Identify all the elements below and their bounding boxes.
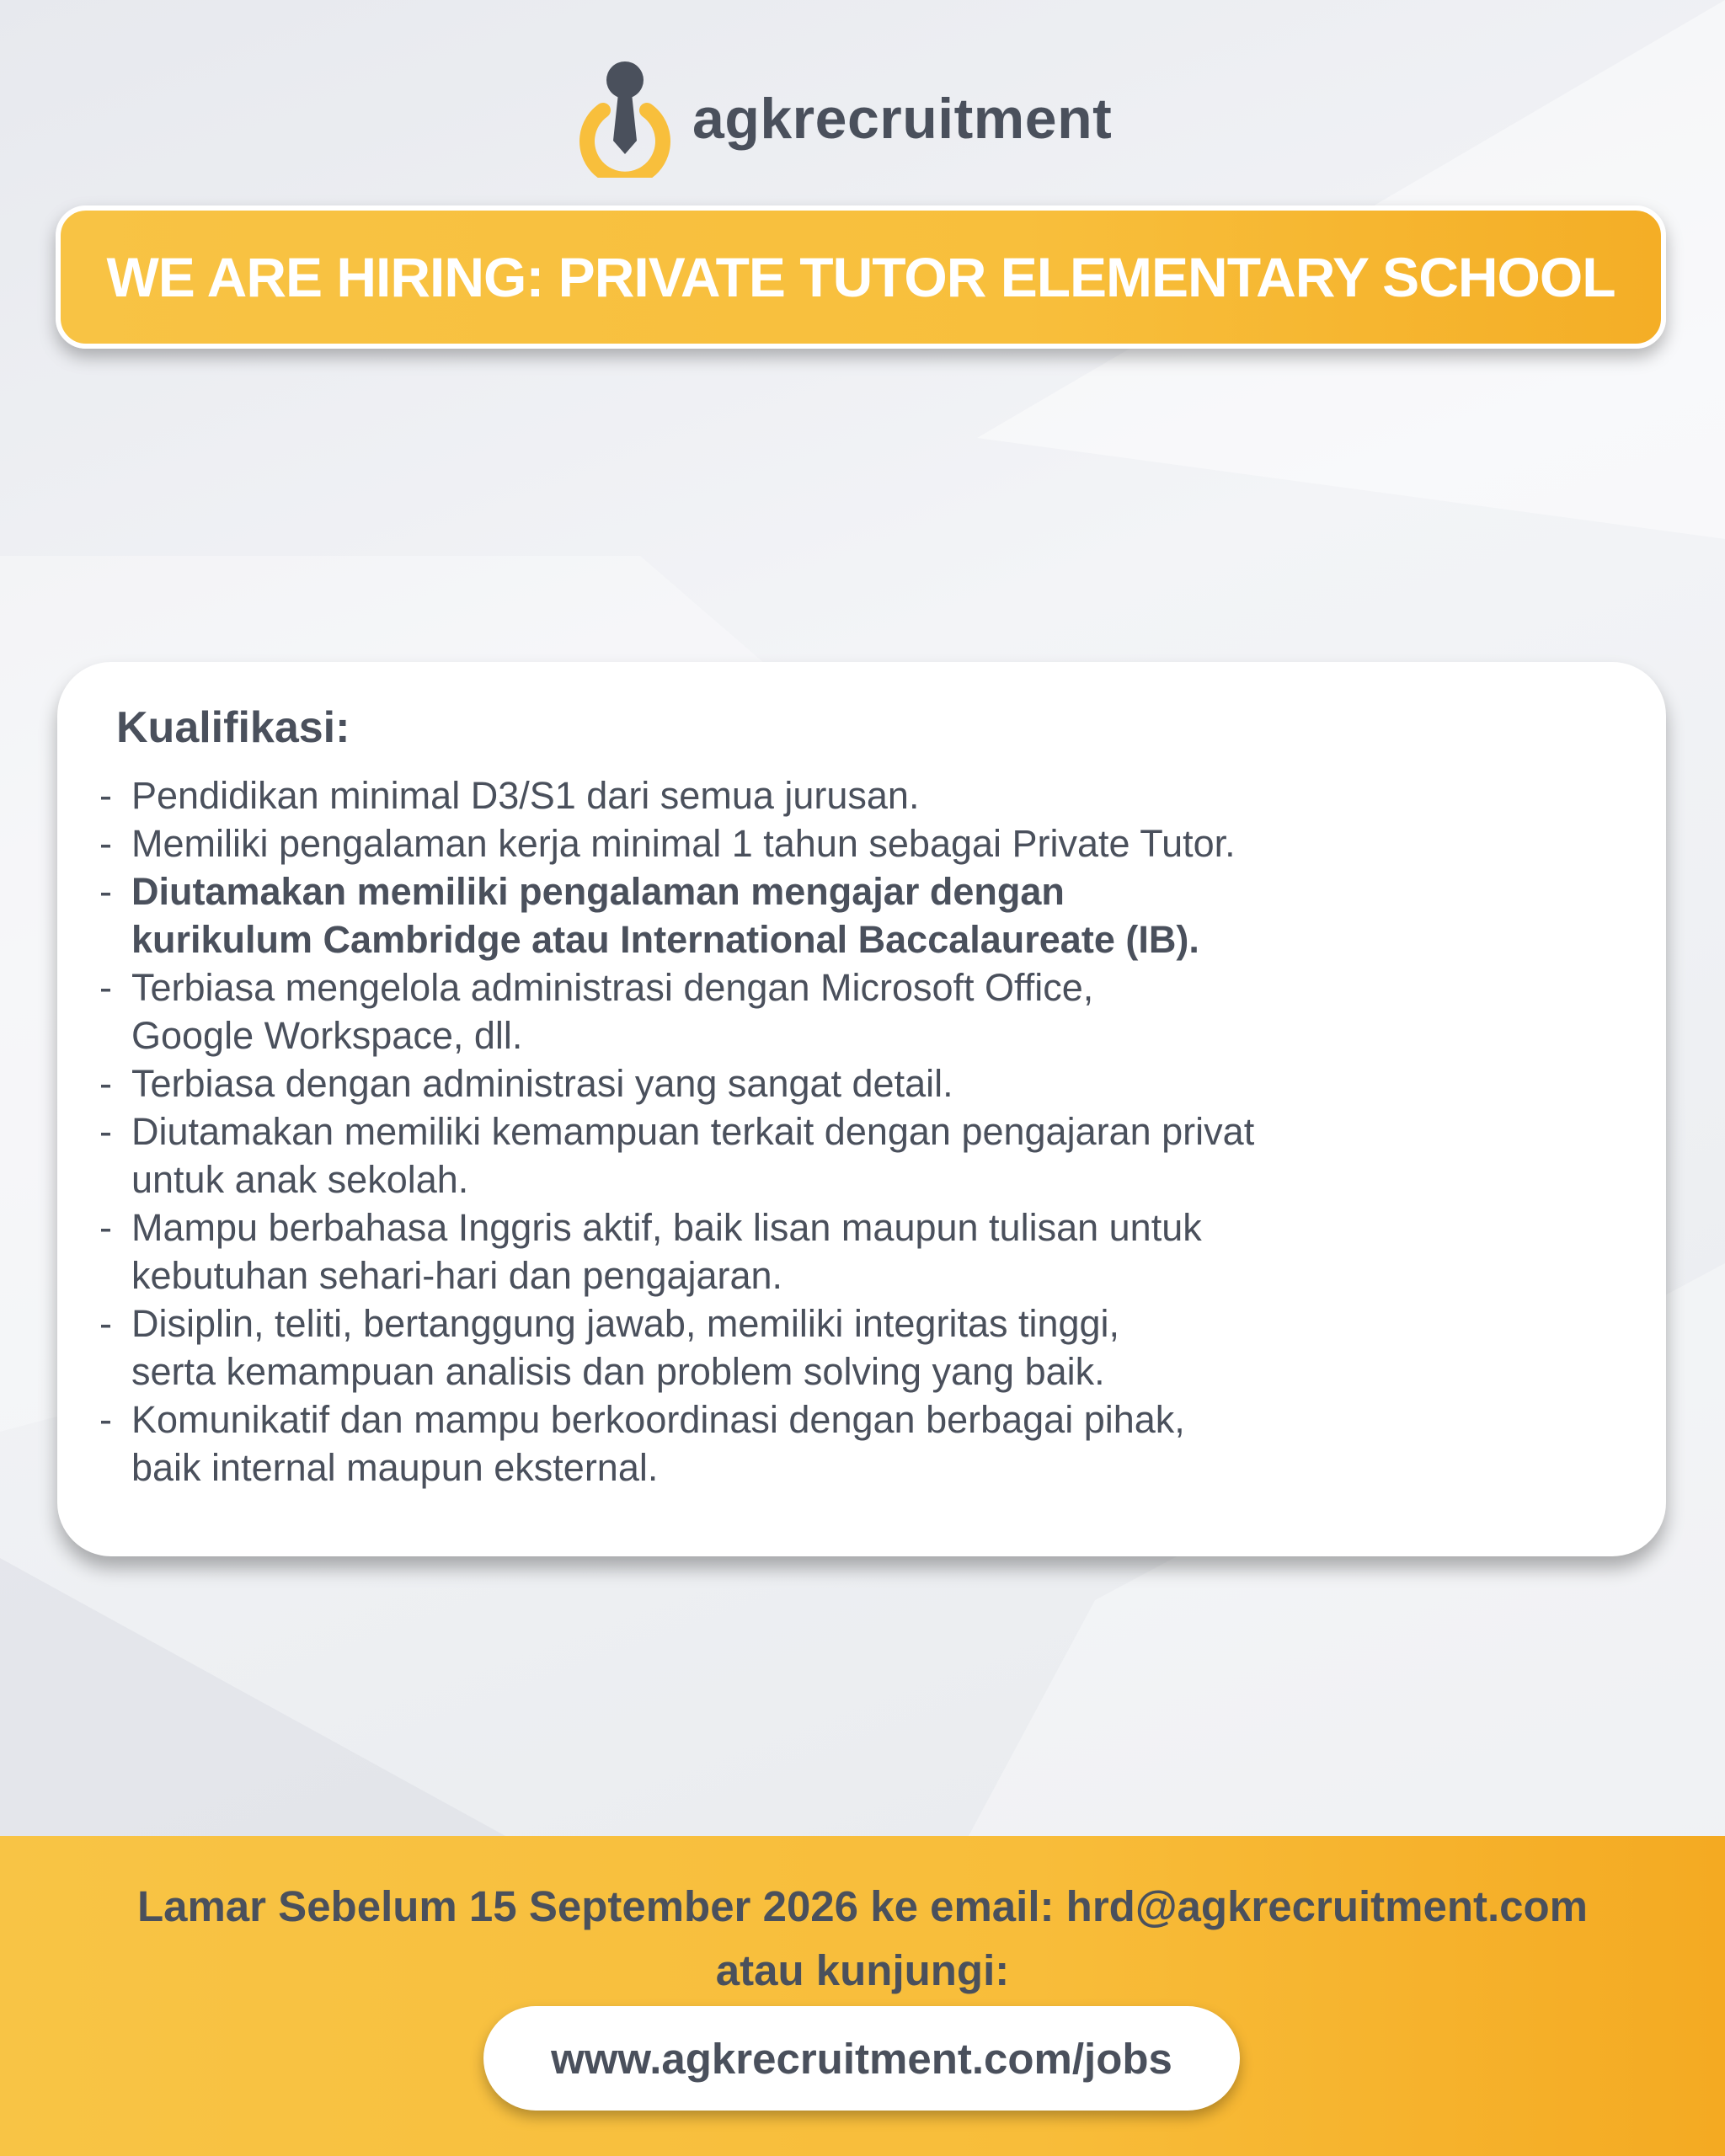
visit-text: atau kunjungi: (715, 1946, 1010, 1994)
qualification-item (99, 819, 1626, 867)
brand-logo (578, 56, 1112, 182)
qualifications-list (99, 771, 1626, 1492)
qualification-item (99, 771, 1626, 819)
brand-name: agkrecruitment (692, 87, 1113, 151)
list-dash: - (99, 774, 112, 817)
qualification-item (99, 1203, 1626, 1299)
qualification-item (99, 963, 1626, 1059)
qualification-text: Terbiasa mengelola administrasi dengan Microsoft Office, Google Workspace, dll. (131, 966, 1094, 1057)
qualification-item (99, 867, 1626, 963)
qualifications-title: Kualifikasi: (116, 703, 350, 752)
qualifications-card (57, 662, 1666, 1556)
qualification-item (99, 1299, 1626, 1396)
list-dash: - (99, 870, 112, 913)
jobs-url-button[interactable]: www.agkrecruitment.com/jobs (483, 2006, 1240, 2111)
qualification-item (99, 1396, 1626, 1492)
list-dash: - (99, 1206, 112, 1249)
qualification-item (99, 1059, 1626, 1107)
hiring-title: WE ARE HIRING: PRIVATE TUTOR ELEMENTARY SCHOOL (106, 246, 1616, 308)
qualification-text: Terbiasa dengan administrasi yang sangat detail. (131, 1062, 953, 1105)
qualification-text: Mampu berbahasa Inggris aktif, baik lisan maupun tulisan untuk kebutuhan sehari-hari dan pengajaran. (131, 1206, 1202, 1297)
qualification-text: Memiliki pengalaman kerja minimal 1 tahun sebagai Private Tutor. (131, 822, 1236, 865)
list-dash: - (99, 966, 112, 1009)
hiring-banner (56, 205, 1666, 349)
footer-apply-section (0, 1836, 1725, 2156)
qualification-text: Disiplin, teliti, bertanggung jawab, memiliki integritas tinggi, serta kemampuan analisis dan problem solving yang baik. (131, 1302, 1120, 1393)
qualification-text: Diutamakan memiliki pengalaman mengajar dengan kurikulum Cambridge atau International Baccalaureate (IB). (131, 870, 1199, 961)
list-dash: - (99, 1302, 112, 1345)
keyhole-power-icon (578, 60, 672, 178)
list-dash: - (99, 1110, 112, 1153)
list-dash: - (99, 1398, 112, 1441)
qualification-text: Diutamakan memiliki kemampuan terkait dengan pengajaran privat untuk anak sekolah. (131, 1110, 1255, 1201)
list-dash: - (99, 1062, 112, 1105)
list-dash: - (99, 822, 112, 865)
apply-deadline-text: Lamar Sebelum 15 September 2026 ke email: hrd@agkrecruitment.com (136, 1882, 1589, 1930)
qualification-text: Komunikatif dan mampu berkoordinasi dengan berbagai pihak, baik internal maupun eksternal. (131, 1398, 1185, 1489)
qualification-text: Pendidikan minimal D3/S1 dari semua jurusan. (131, 774, 920, 817)
qualification-item (99, 1107, 1626, 1203)
